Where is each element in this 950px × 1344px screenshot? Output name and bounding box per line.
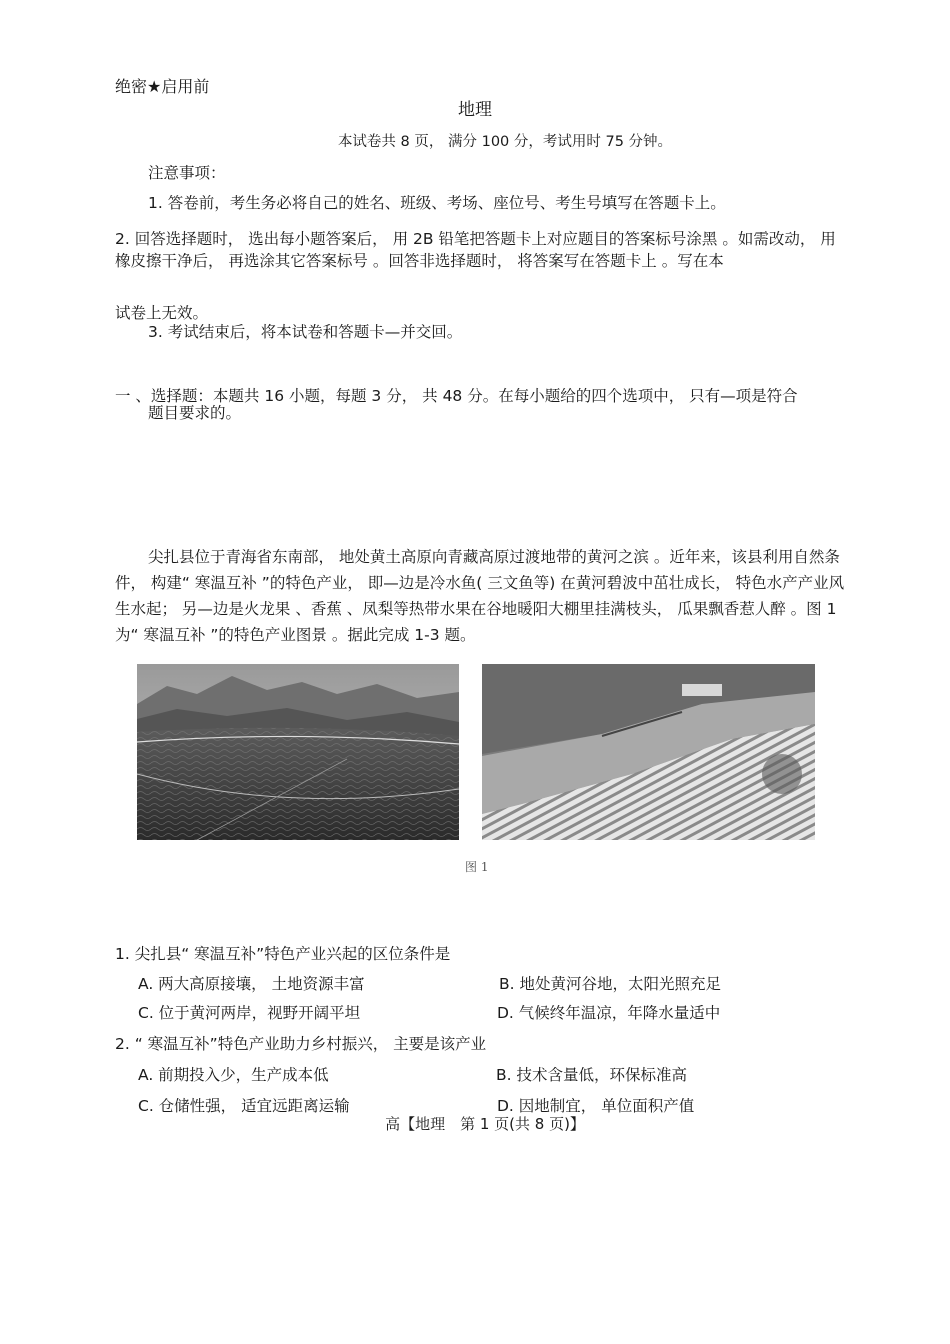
- note-item-2-tail: 试卷上无效。: [115, 304, 209, 322]
- figure-1: [135, 662, 820, 877]
- question-1-option-d: D. 气候终年温凉，年降水量适中: [497, 1004, 721, 1022]
- section-heading: [115, 388, 850, 422]
- note-item-3: 3. 考试结束后，将本试卷和答题卡—并交回。: [148, 323, 463, 341]
- reading-passage: 尖扎县位于青海省东南部， 地处黄土高原向青藏高原过渡地带的黄河之滨 。近年来，该县利用自然条件， 构建“ 寒温互补 ”的特色产业， 即—边是冷水鱼( 三文鱼等) 在黄河碧波中茁壮成长， 特色水产产业风生水起； 另—边是火龙果 、香蕉 、凤梨等热带水果在谷地暖阳大棚里挂满枝头， 瓜果飘香惹人醉 。图 1 为“ 寒温互补 ”的特色产业图景 。据此完成 1-3 题。: [115, 548, 845, 644]
- question-2-option-d: D. 因地制宜， 单位面积产值: [497, 1097, 695, 1115]
- question-1-option-b: B. 地处黄河谷地，太阳光照充足: [499, 975, 721, 993]
- question-2-option-a: A. 前期投入少，生产成本低: [138, 1066, 329, 1084]
- question-1-stem: 1. 尖扎县“ 寒温互补”特色产业兴起的区位条件是: [115, 945, 451, 963]
- note-item-1: 1. 答卷前，考生务必将自己的姓名、班级、考场、座位号、考生号填写在答题卡上。: [148, 194, 726, 212]
- section-line-2: 题目要求的。: [148, 404, 242, 422]
- section-line-1: 一 、选择题：本题共 16 小题，每题 3 分， 共 48 分。在每小题给的四个选项中， 只有—项是符合: [115, 387, 798, 405]
- note-item-2: 2. 回答选择题时， 选出每小题答案后， 用 2B 铅笔把答题卡上对应题目的答案标号涂黑 。如需改动， 用橡皮擦干净后， 再选涂其它答案标号 。回答非选择题时， 将答案写在答题卡上 。写在本: [115, 230, 836, 270]
- secret-label: 绝密★启用前: [115, 77, 210, 96]
- figure-caption: 图 1: [465, 860, 489, 874]
- exam-subtitle: 本试卷共 8 页， 满分 100 分，考试用时 75 分钟。: [337, 134, 673, 150]
- question-1-option-a: A. 两大高原接壤， 土地资源丰富: [138, 975, 365, 993]
- photo-river-greenhouses: [482, 664, 815, 840]
- question-1-option-c: C. 位于黄河两岸，视野开阔平坦: [138, 1004, 361, 1022]
- question-2-option-c: C. 仓储性强， 适宜远距离运输: [138, 1097, 350, 1115]
- question-2-stem: 2. “ 寒温互补”特色产业助力乡村振兴， 主要是该产业: [115, 1035, 487, 1053]
- question-2-option-b: B. 技术含量低，环保标准高: [496, 1066, 687, 1084]
- notes-heading: 注意事项：: [148, 164, 226, 182]
- photo-fish-farm: [137, 664, 459, 840]
- page-title: 地理: [458, 100, 492, 120]
- page-footer: 高【地理 第 1 页(共 8 页)】: [385, 1115, 585, 1133]
